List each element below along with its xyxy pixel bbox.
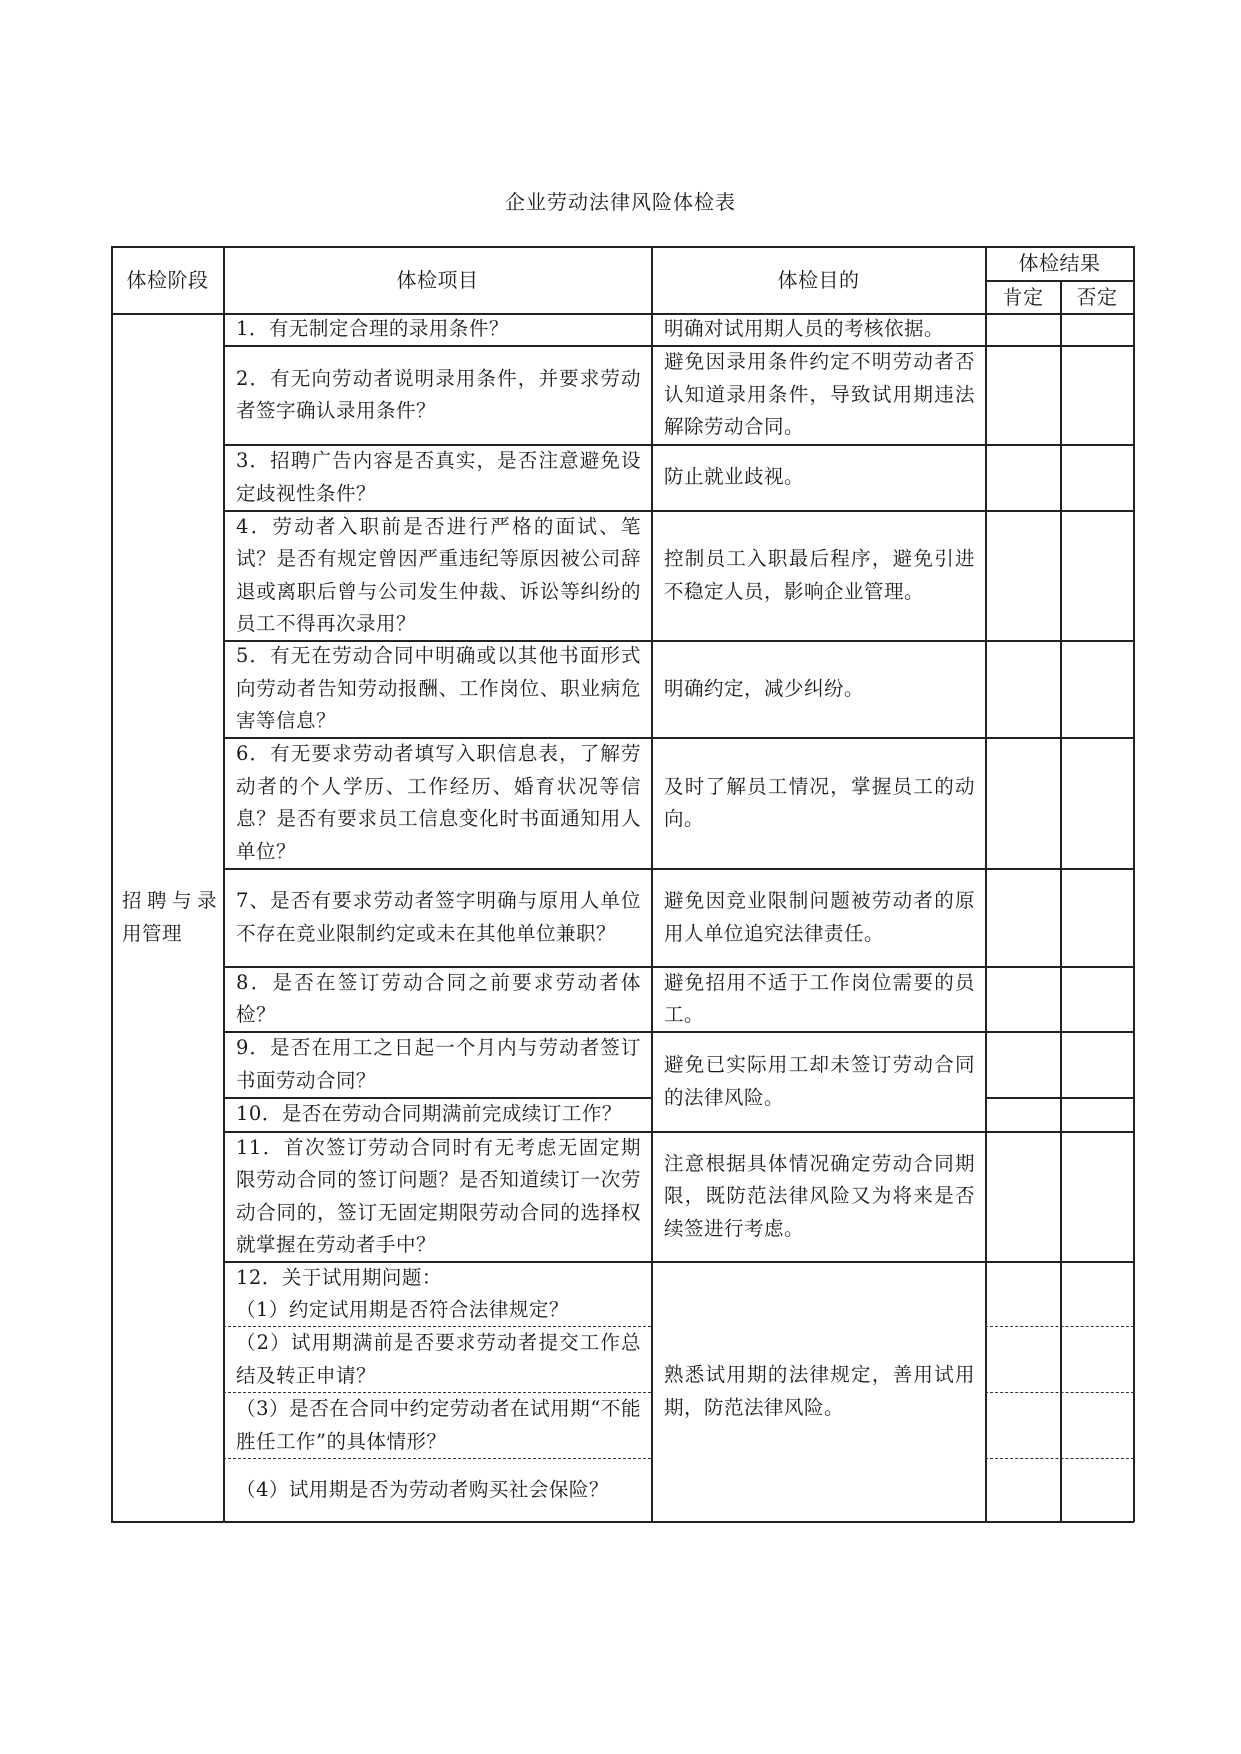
purpose-text: 明确约定，减少纠纷。 — [664, 676, 865, 700]
checklist-item: 6．有无要求劳动者填写入职信息表，了解劳动者的个人学历、工作经历、婚育状况等信息？是否有要求员工信息变化时书面通知用人单位？ — [236, 742, 641, 863]
purpose-text: 熟悉试用期的法律规定，善用试用期，防范法律风险。 — [664, 1363, 975, 1419]
checklist-item — [224, 1262, 651, 1326]
checklist-item: 2．有无向劳动者说明录用条件，并要求劳动者签字确认录用条件？ — [236, 366, 641, 422]
checklist-item: 4．劳动者入职前是否进行严格的面试、笔试？是否有规定曾因严重违纪等原因被公司辞退或离职后曾与公司发生仲裁、诉讼等纠纷的员工不得再次录用？ — [236, 514, 641, 635]
purpose-text: 控制员工入职最后程序，避免引进不稳定人员，影响企业管理。 — [664, 547, 975, 603]
checklist-item: 8．是否在签订劳动合同之前要求劳动者体检？ — [236, 970, 641, 1026]
purpose-text: 避免已实际用工却未签订劳动合同的法律风险。 — [664, 1053, 975, 1109]
checklist-subitem: （2）试用期满前是否要求劳动者提交工作总结及转正申请？ — [236, 1331, 641, 1387]
checklist-item: 11．首次签订劳动合同时有无考虑无固定期限劳动合同的签订问题？是否知道续订一次劳动合同的，签订无固定期限劳动合同的选择权就掌握在劳动者手中？ — [236, 1135, 641, 1256]
checklist-item: 9．是否在用工之日起一个月内与劳动者签订书面劳动合同？ — [236, 1036, 641, 1092]
checklist-item: 1．有无制定合理的录用条件？ — [236, 317, 509, 341]
checklist-subitem: （4）试用期是否为劳动者购买社会保险？ — [236, 1477, 609, 1501]
header-item: 体检项目 — [396, 267, 479, 292]
checklist-subitem: （3）是否在合同中约定劳动者在试用期“不能胜任工作”的具体情形？ — [236, 1397, 641, 1453]
purpose-text: 避免招用不适于工作岗位需要的员工。 — [664, 970, 975, 1026]
purpose-text: 注意根据具体情况确定劳动合同期限，既防范法律风险又为将来是否续签进行考虑。 — [664, 1151, 975, 1240]
purpose-text: 避免因竞业限制问题被劳动者的原用人单位追究法律责任。 — [664, 889, 975, 945]
purpose-text: 避免因录用条件约定不明劳动者否认知道录用条件，导致试用期违法解除劳动合同。 — [664, 350, 975, 439]
purpose-text: 明确对试用期人员的考核依据。 — [664, 317, 945, 341]
checklist-subitem: （1）约定试用期是否符合法律规定？ — [236, 1298, 569, 1321]
header-result-yes: 肯定 — [1002, 284, 1044, 309]
checklist-item: 5．有无在劳动合同中明确或以其他书面形式向劳动者告知劳动报酬、工作岗位、职业病危害等信息？ — [236, 644, 641, 733]
checklist-item: 3．招聘广告内容是否真实，是否注意避免设定歧视性条件？ — [236, 449, 641, 505]
header-result: 体检结果 — [1018, 251, 1101, 276]
checklist-item-heading: 12．关于试用期问题： — [236, 1265, 442, 1289]
header-purpose: 体检目的 — [777, 267, 860, 292]
stage-label: 招聘与录用管理 — [122, 889, 217, 945]
header-stage: 体检阶段 — [126, 267, 209, 292]
checklist-item: 7、是否有要求劳动者签字明确与原用人单位不存在竞业限制约定或未在其他单位兼职？ — [236, 889, 641, 945]
header-result-no: 否定 — [1076, 284, 1118, 309]
checklist-item: 10．是否在劳动合同期满前完成续订工作？ — [236, 1102, 622, 1126]
page-title: 企业劳动法律风险体检表 — [505, 190, 736, 214]
purpose-text: 及时了解员工情况，掌握员工的动向。 — [664, 774, 975, 830]
purpose-text: 防止就业歧视。 — [664, 465, 805, 489]
